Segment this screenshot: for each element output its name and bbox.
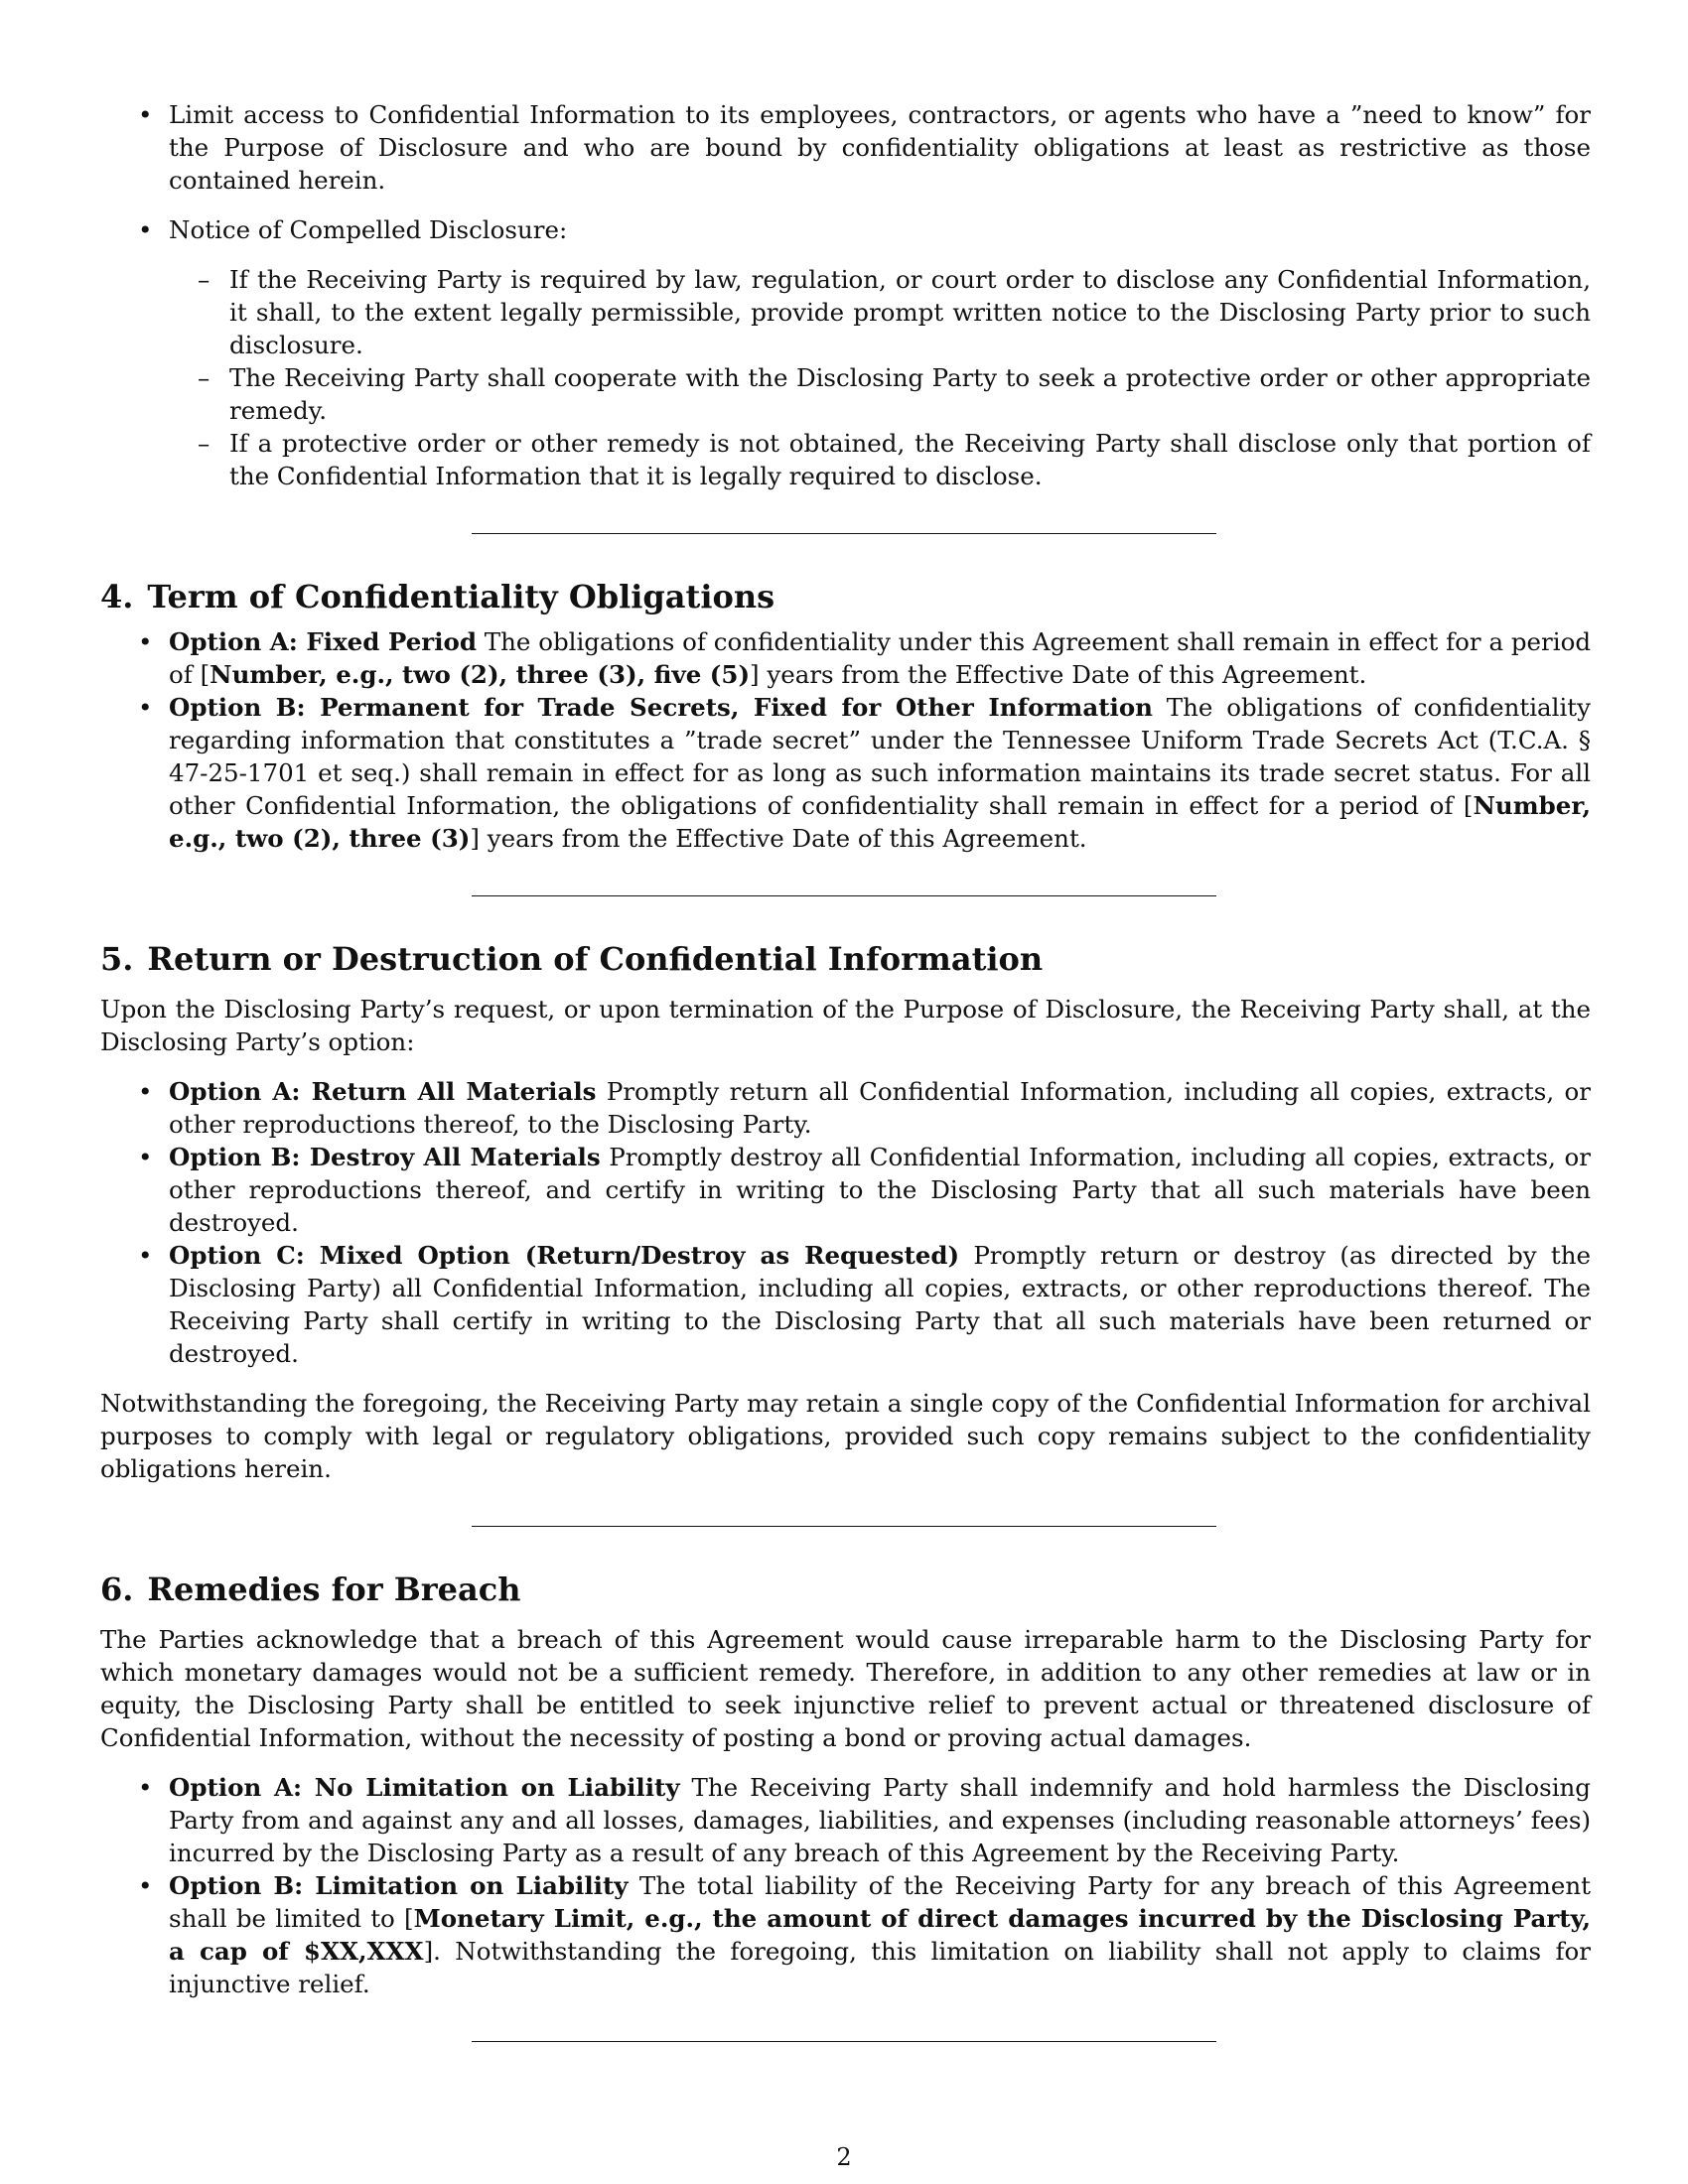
option-text: The total liability of the Receiving Party for any breach of this Agreement shall be limited to [	[169, 1871, 1591, 1933]
option-label: Option A: No Limitation on Liability	[169, 1773, 680, 1802]
section-5-option-a	[100, 1075, 1591, 1141]
section-5-intro: Upon the Disclosing Party’s request, or upon termination of the Purpose of Disclosure, the Receiving Party shall, at the Disclosing Party’s option:	[100, 995, 1591, 1056]
section-5-option-c	[100, 1239, 1591, 1370]
option-label: Option A: Fixed Period	[169, 627, 477, 656]
section-divider	[472, 533, 1216, 534]
placeholder-text: Number, e.g., two (2), three (3)	[169, 791, 1591, 853]
top-bullet-list	[100, 98, 1591, 246]
sub-item-notice: – If the Receiving Party is required by law, regulation, or court order to disclose any Confidential Information, it shall, to the extent legally permissible, provide prompt written notice to the Disclosing Party prior to such disclosure.	[100, 263, 1591, 361]
section-5-number: 5.	[100, 940, 134, 978]
section-6-heading	[100, 1570, 1591, 1609]
section-4-number: 4.	[100, 578, 134, 615]
placeholder-text: Monetary Limit, e.g., the amount of direct damages incurred by the Disclosing Party, a cap of $XX,XXX	[169, 1904, 1591, 1966]
section-6-option-a	[100, 1771, 1591, 1869]
option-text: ] years from the Effective Date of this Agreement.	[750, 660, 1367, 689]
option-label: Option B: Permanent for Trade Secrets, Fixed for Other Information	[169, 693, 1153, 722]
section-6-title: Remedies for Breach	[147, 1570, 521, 1608]
option-text: The obligations of confidentiality regarding information that constitutes a ”trade secret” under the Tennessee Uniform Trade Secrets Act (T.C.A. § 47-25-1701 et seq.) shall remain in effect for as long as such information maintains its trade secret status. For all other Confidential Information, the obligations of confidentiality shall remain in effect for a period of [	[169, 693, 1591, 820]
option-text: ] years from the Effective Date of this Agreement.	[470, 824, 1087, 853]
compelled-disclosure-sublist	[100, 263, 1591, 492]
option-text: The Receiving Party shall indemnify and hold harmless the Disclosing Party from and against any and all losses, damages, liabilities, and expenses (including reasonable attorneys’ fees) incurred by the Disclosing Party as a result of any breach of this Agreement by the Receiving Party.	[169, 1773, 1591, 1867]
placeholder-text: Number, e.g., two (2), three (3), five (5)	[210, 660, 751, 689]
option-text: The obligations of confidentiality under this Agreement shall remain in effect for a period of [	[169, 627, 1592, 689]
option-text: ]. Notwithstanding the foregoing, this limitation on liability shall not apply to claims for injunctive relief.	[169, 1937, 1592, 1998]
section-5-closing: Notwithstanding the foregoing, the Receiving Party may retain a single copy of the Confidential Information for archival purposes to comply with legal or regulatory obligations, provided such copy remains subject to the confidentiality obligations herein.	[100, 1389, 1591, 1483]
section-6-option-b	[100, 1869, 1591, 2000]
section-6-options	[100, 1771, 1591, 2000]
sub-item-cooperate: – The Receiving Party shall cooperate with the Disclosing Party to seek a protective order or other appropriate remedy.	[100, 361, 1591, 427]
section-divider	[472, 895, 1216, 896]
option-label: Option A: Return All Materials	[169, 1077, 597, 1106]
section-5-title: Return or Destruction of Confidential Information	[147, 940, 1044, 978]
option-text: Promptly return all Confidential Information, including all copies, extracts, or other reproductions thereof, to the Disclosing Party.	[169, 1077, 1591, 1139]
sub-item-disclose-portion: – If a protective order or other remedy is not obtained, the Receiving Party shall disclose only that portion of the Confidential Information that it is legally required to disclose.	[100, 427, 1591, 492]
section-5-options	[100, 1075, 1591, 1370]
option-text: Promptly return or destroy (as directed by the Disclosing Party) all Confidential Information, including all copies, extracts, or other reproductions thereof. The Receiving Party shall certify in writing to the Disclosing Party that all such materials have been returned or destroyed.	[169, 1241, 1592, 1368]
option-text: Promptly destroy all Confidential Information, including all copies, extracts, or other reproductions thereof, and certify in writing to the Disclosing Party that all such materials have been destroyed.	[169, 1143, 1592, 1237]
document-page	[100, 98, 1591, 2042]
option-label: Option B: Limitation on Liability	[169, 1871, 629, 1900]
section-5-option-b	[100, 1141, 1591, 1239]
section-4-option-a	[100, 625, 1591, 691]
section-5-heading	[100, 939, 1591, 979]
bullet-compelled-disclosure: • Notice of Compelled Disclosure:	[100, 213, 1591, 246]
section-divider	[472, 2041, 1216, 2042]
section-4-title: Term of Confidentiality Obligations	[147, 578, 775, 615]
page-number: 2	[836, 2143, 852, 2171]
section-4-option-b	[100, 691, 1591, 855]
section-4-heading	[100, 577, 1591, 616]
section-6-intro: The Parties acknowledge that a breach of this Agreement would cause irreparable harm to the Disclosing Party for which monetary damages would not be a sufficient remedy. Therefore, in addition to any other remedies at law or in equity, the Disclosing Party shall be entitled to seek injunctive relief to prevent actual or threatened disclosure of Confidential Information, without the necessity of posting a bond or proving actual damages.	[100, 1625, 1591, 1752]
option-label: Option B: Destroy All Materials	[169, 1143, 601, 1171]
section-divider	[472, 1526, 1216, 1527]
section-6-number: 6.	[100, 1570, 134, 1608]
section-4-options	[100, 625, 1591, 855]
option-label: Option C: Mixed Option (Return/Destroy as Requested)	[169, 1241, 960, 1270]
bullet-limit-access: • Limit access to Confidential Information to its employees, contractors, or agents who have a ”need to know” for the Purpose of Disclosure and who are bound by confidentiality obligations at least as restrictive as those contained herein.	[100, 98, 1591, 197]
